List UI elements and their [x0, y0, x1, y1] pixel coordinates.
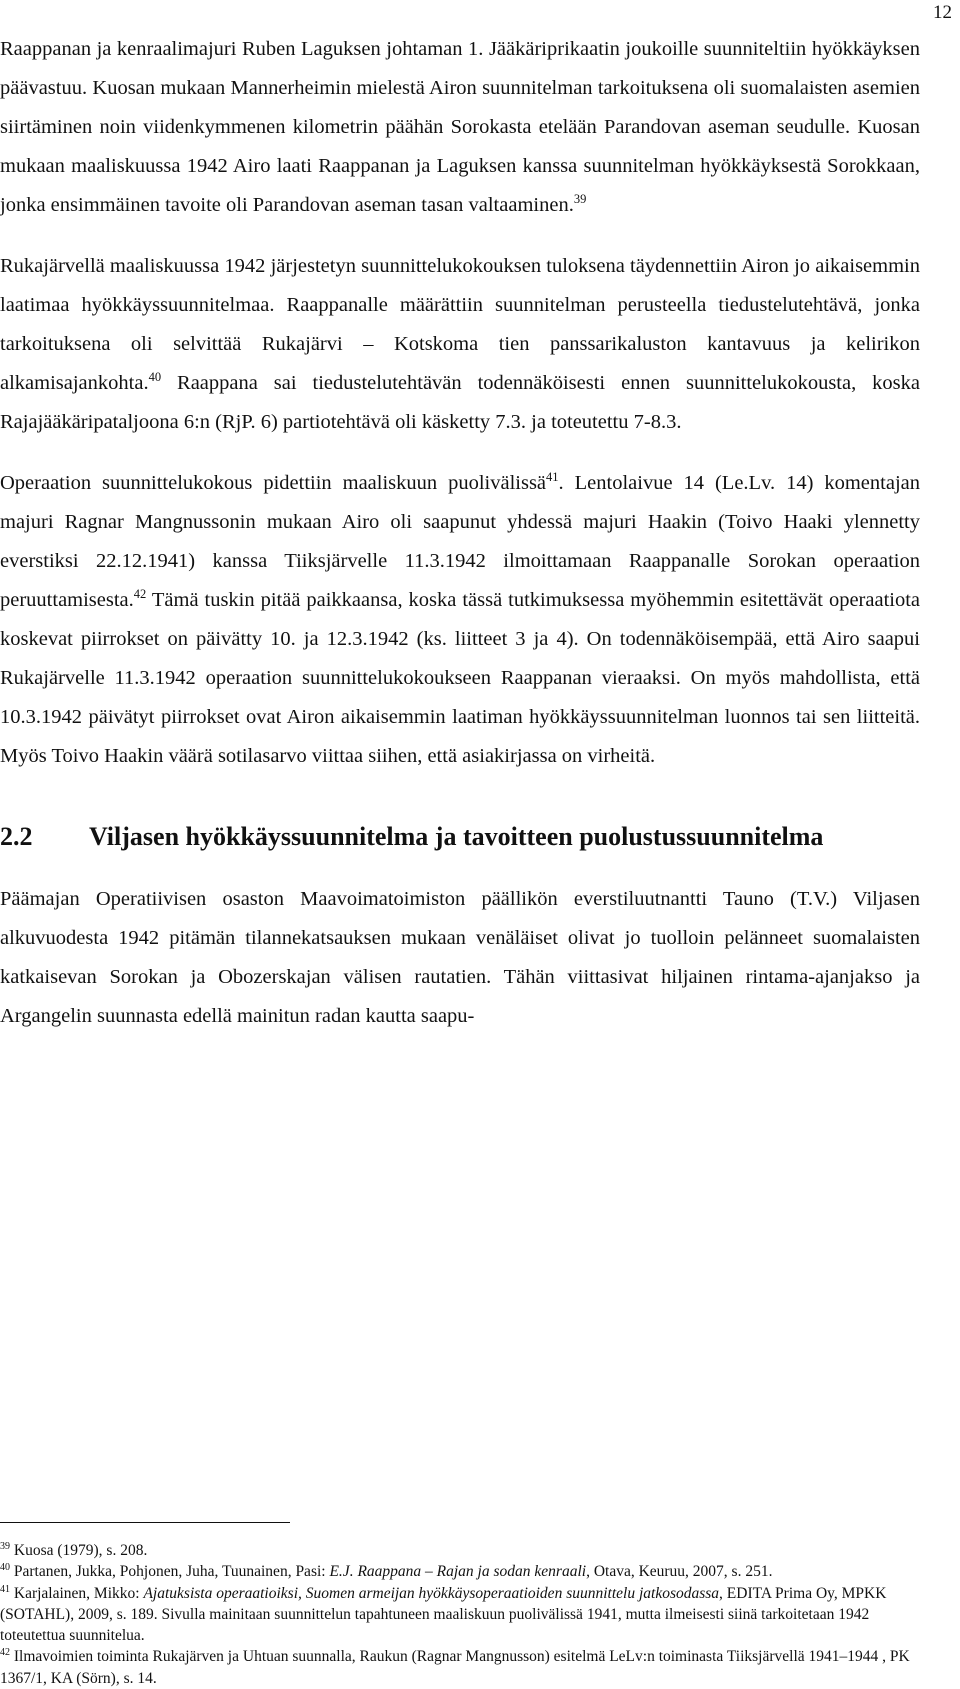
page-number: 12	[933, 2, 952, 23]
section-number: 2.2	[0, 822, 33, 851]
footnote-text: Partanen, Jukka, Pohjonen, Juha, Tuunainen, Pasi:	[10, 1563, 330, 1581]
paragraph-text: Raappana sai tiedustelutehtävän todennäköisesti ennen suunnittelukokousta, koska Rajajääkäripataljoona 6:n (RjP. 6) partiotehtävä oli käsketty 7.3. ja toteutettu 7-8.3.	[0, 372, 920, 433]
footnote-book-title: E.J. Raappana – Rajan ja sodan kenraali	[329, 1563, 587, 1581]
footnote-text: Karjalainen, Mikko:	[10, 1584, 144, 1602]
footnotes	[0, 1540, 920, 1689]
footnote-book-title: Ajatuksista operaatioiksi, Suomen armeijan hyökkäysoperaatioiden suunnittelu jatkosodassa	[143, 1584, 720, 1602]
footnote-41	[0, 1583, 920, 1647]
footnote-text: Ilmavoimien toiminta Rukajärven ja Uhtuan suunnalla, Raukun (Ragnar Mangnusson) esitelmä LeLv:n toiminasta Tiiksjärvellä 1941–1944 , PK 1367/1, KA (Sörn), s. 14.	[0, 1648, 910, 1687]
footnote-39	[0, 1540, 920, 1561]
footnote-40	[0, 1561, 920, 1582]
paragraph-text: . Lentolaivue 14 (Le.Lv. 14) komentajan majuri Ragnar Mangnussonin mukaan Airo oli saapunut yhdessä majuri Haakin (Toivo Haaki ylennetty everstiksi 22.12.1941) kanssa Tiiksjärvelle 11.3.1942 ilmoittamaan Raappanalle Sorokan operaation peruuttamisesta.	[0, 472, 920, 611]
section-title: Viljasen hyökkäyssuunnitelma ja tavoitteen puolustussuunnitelma	[89, 822, 824, 851]
footnote-text: , Otava, Keuruu, 2007, s. 251.	[586, 1563, 773, 1581]
footnote-ref-42[interactable]: 42	[133, 587, 147, 601]
body-paragraph-1	[0, 30, 920, 225]
footnote-ref-40[interactable]: 40	[148, 370, 162, 384]
footnote-number: 39	[0, 1541, 10, 1552]
footnote-number: 41	[0, 1583, 10, 1595]
footnote-text: Kuosa (1979), s. 208.	[10, 1542, 148, 1559]
footnote-ref-41[interactable]: 41	[546, 470, 559, 484]
document-body	[0, 30, 920, 1036]
section-heading	[0, 820, 920, 854]
footnote-ref-39[interactable]: 39	[573, 192, 587, 206]
paragraph-text: Tämä tuskin pitää paikkaansa, koska tässä tutkimuksessa myöhemmin esitettävät operaatiota koskevat piirrokset on päivätty 10. ja 12.3.1942 (ks. liitteet 3 ja 4). On todennäköisempää, että Airo saapui Rukajärvelle 11.3.1942 operaation suunnittelukokoukseen Raappanan vieraaksi. On myös mahdollista, että 10.3.1942 päivätyt piirrokset ovat Airon aikaisemmin laatiman hyökkäyssuunnitelman luonnos tai sen liitteitä. Myös Toivo Haakin väärä sotilasarvo viittaa siihen, että asiakirjassa on virheitä.	[0, 589, 920, 767]
footnote-number: 42	[0, 1647, 10, 1659]
paragraph-text: Rukajärvellä maaliskuussa 1942 järjestetyn suunnittelukokouksen tuloksena täydennettiin Airon jo aikaisemmin laatimaa hyökkäyssuunnitelmaa. Raappanalle määrättiin suunnitelman perusteella tiedustelutehtävä, jonka tarkoituksena oli selvittää Rukajärvi – Kotskoma tien panssarikaluston kantavuus ja kelirikon alkamisajankohta.	[0, 255, 920, 394]
paragraph-text: Päämajan Operatiivisen osaston Maavoimatoimiston päällikön everstiluutnantti Tauno (T.V.) Viljasen alkuvuodesta 1942 pitämän tilannekatsauksen mukaan venäläiset olivat jo tuolloin pelänneet suomalaisten katkaisevan Sorokan ja Obozerskajan välisen rautatien. Tähän viittasivat hiljainen rintama-ajanjakso ja Argangelin suunnasta edellä mainitun radan kautta saapu-	[0, 888, 920, 1027]
paragraph-text: Operaation suunnittelukokous pidettiin maaliskuun puolivälissä	[0, 472, 547, 494]
footnote-number: 40	[0, 1562, 10, 1574]
paragraph-text: Raappanan ja kenraalimajuri Ruben Laguksen johtaman 1. Jääkäriprikaatin joukoille suunniteltiin hyökkäyksen päävastuu. Kuosan mukaan Mannerheimin mielestä Airon suunnitelman tarkoituksena oli suomalaisten asemien siirtäminen noin viidenkymmenen kilometrin päähän Sorokasta etelään Parandovan aseman seudulle. Kuosan mukaan maaliskuussa 1942 Airo laati Raappanan ja Laguksen kanssa suunnitelman hyökkäyksestä Sorokkaan, jonka ensimmäinen tavoite oli Parandovan aseman tasan valtaaminen.	[0, 38, 920, 216]
body-paragraph-4	[0, 880, 920, 1036]
footnote-42	[0, 1646, 920, 1689]
body-paragraph-2	[0, 247, 920, 442]
footnote-text: , EDITA Prima Oy, MPKK (SOTAHL), 2009, s. 189. Sivulla mainitaan suunnittelun tapahtuneen maaliskuun puolivälissä 1941, mutta ilmeisesti siinä tarkoitetaan 1942 toteutettua suunnitelua.	[0, 1584, 887, 1645]
body-paragraph-3	[0, 464, 920, 776]
footnote-separator	[0, 1522, 290, 1523]
